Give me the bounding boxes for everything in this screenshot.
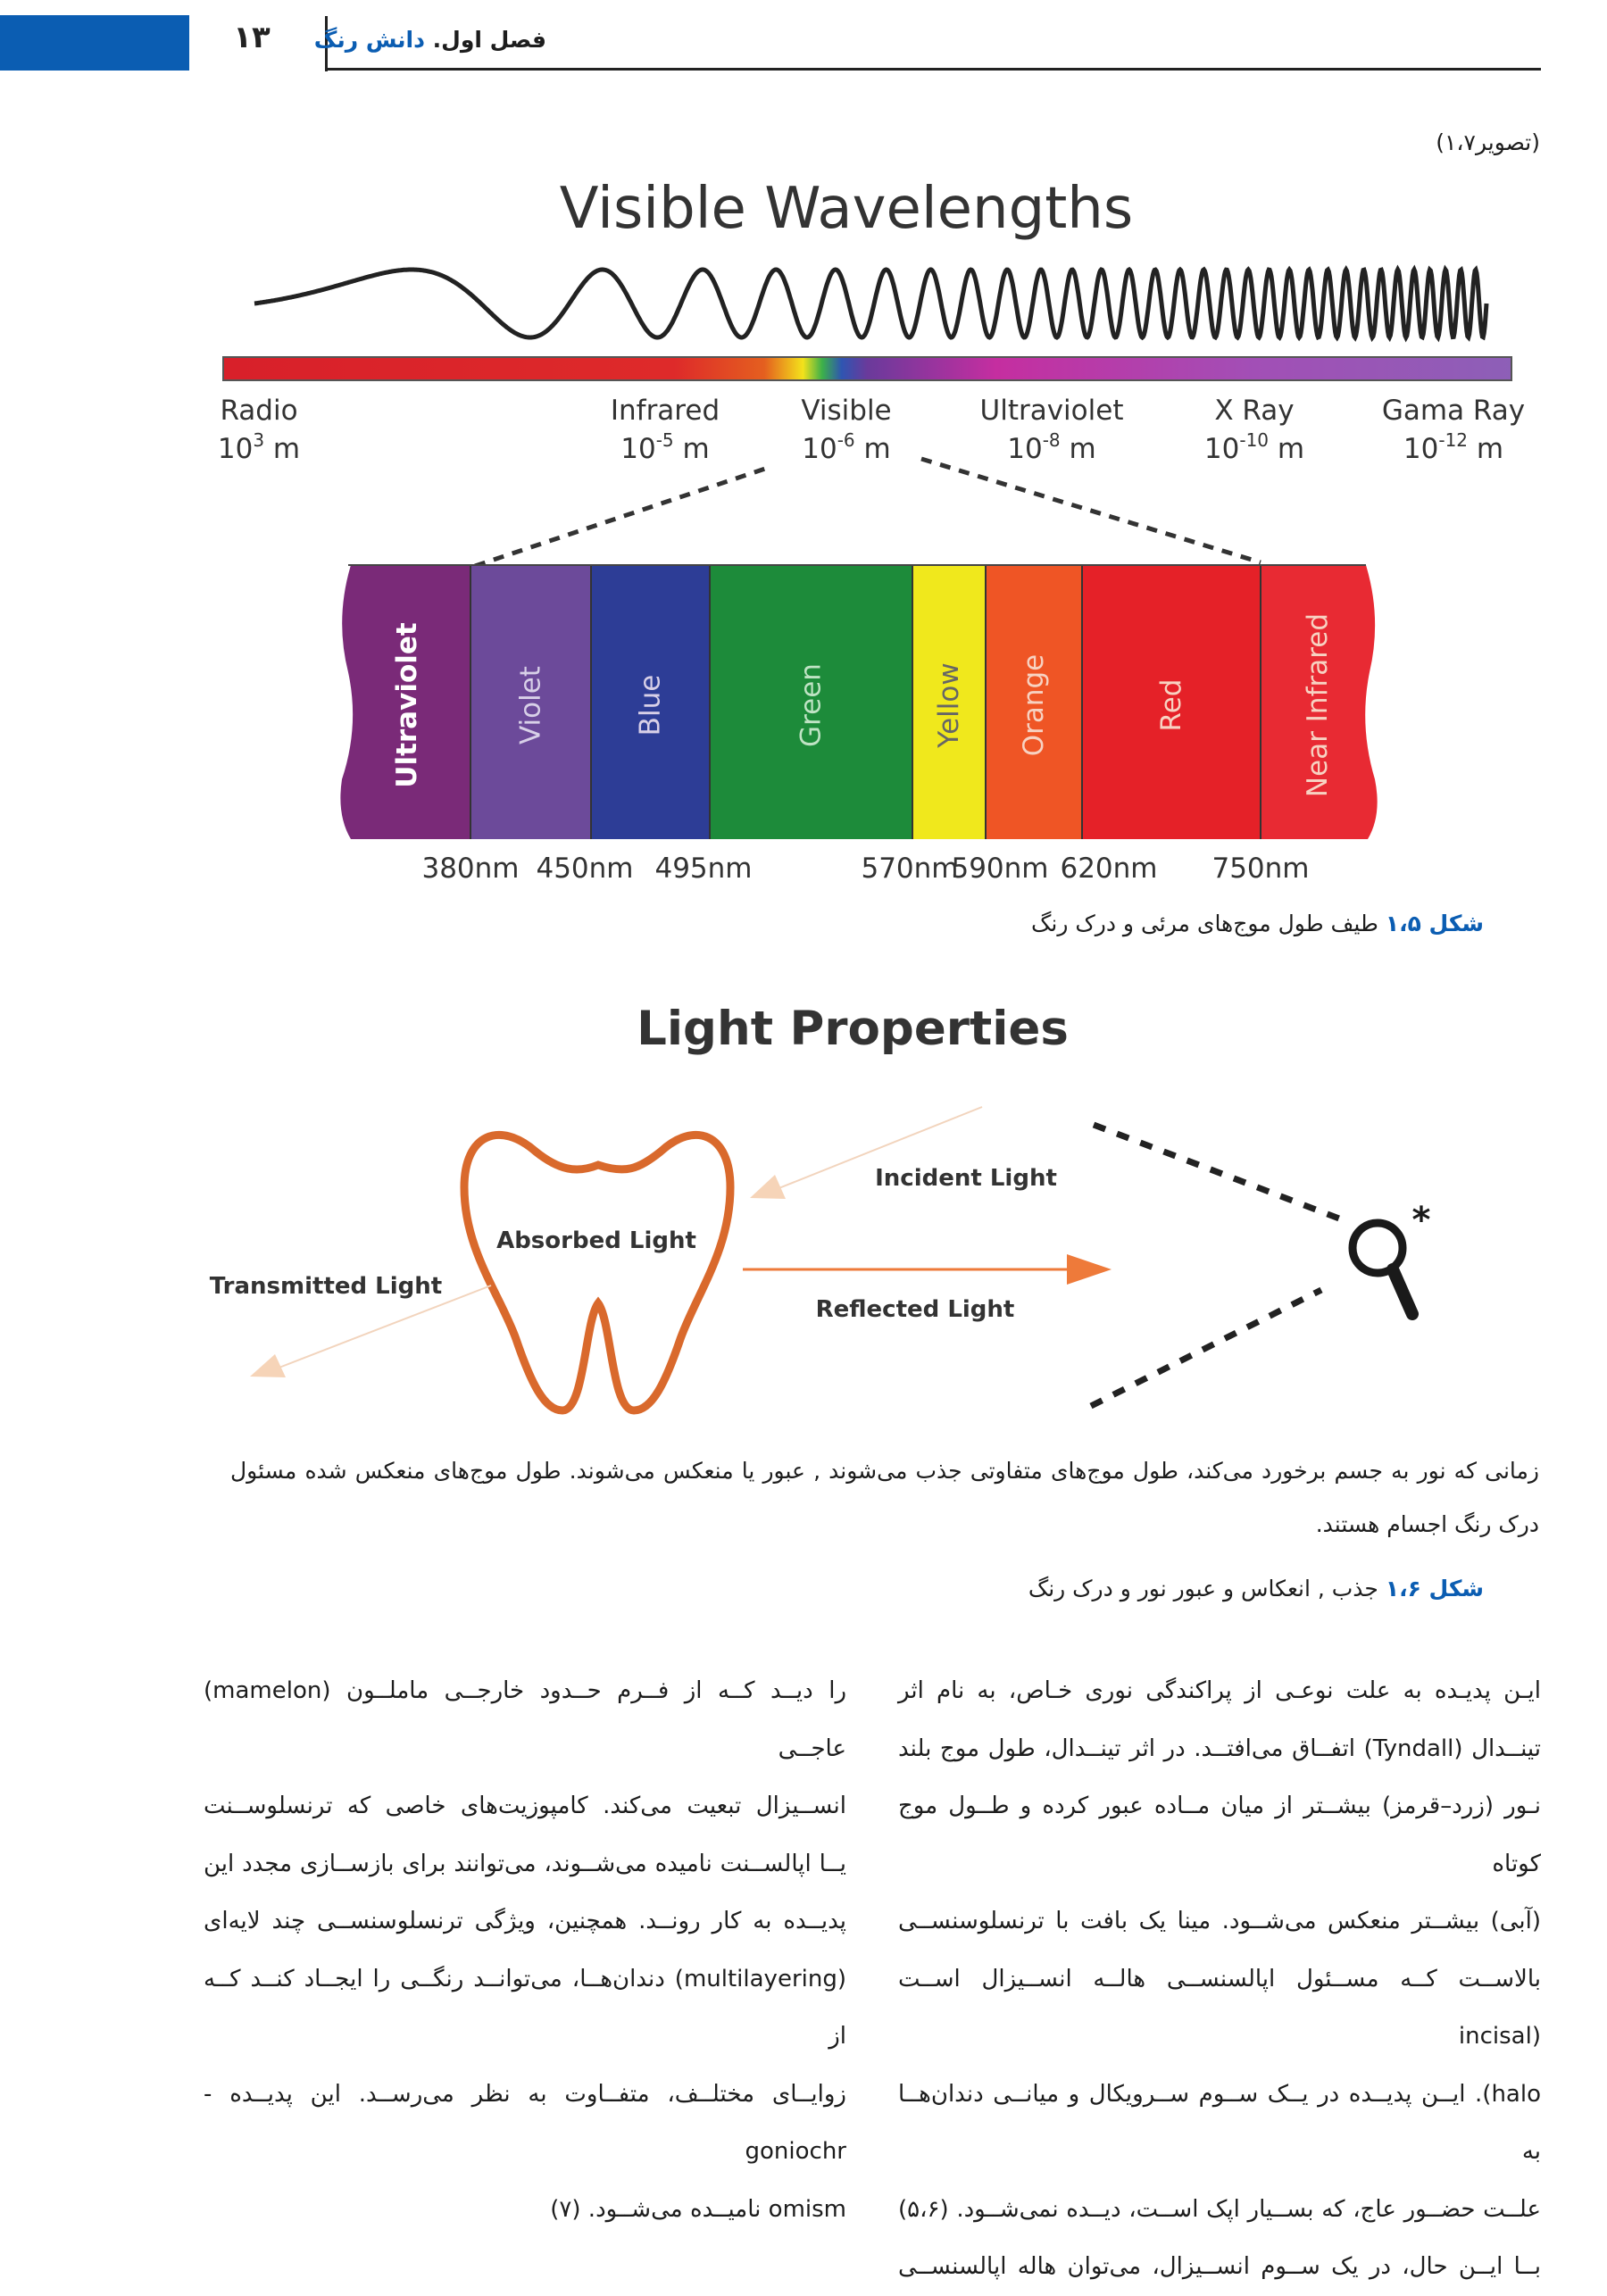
spectrum-label-value: $10^{-12}$ m: [1403, 429, 1504, 465]
observer-line-top: [1094, 1125, 1339, 1219]
zoom-line-left: [475, 468, 768, 566]
incident-light-label: Incident Light: [875, 1165, 1057, 1192]
wavelength-tick-label: 570nm: [861, 853, 959, 885]
text-line: ایـن پدیـده به علت نوعـی از پراکندگی نوری خـاص، به نام اثر: [898, 1677, 1541, 1704]
text-line: یــا اپالســنت نامیده می‌شــوند، می‌توانند برای بازســازی مجدد این: [204, 1850, 846, 1877]
body-column-right: [898, 1662, 1541, 2296]
spectrum-label-name: Infrared: [610, 395, 720, 427]
band-label: Blue: [634, 674, 667, 736]
text-line: انســیزال تبعیت می‌کند. کامپوزیت‌های خاصی که ترنسلوســنت: [204, 1793, 846, 1819]
spectrum-label-name: Ultraviolet: [979, 395, 1124, 427]
transmitted-light-arrowhead: [250, 1354, 286, 1377]
text-line: (آبی) بیشــتر منعکس می‌شــود. مینا یک بافت با ترنسلوسنســی: [898, 1908, 1541, 1934]
spectrum-label-value: $10^3$ m: [217, 429, 301, 465]
caption-label: شکل ۱،۵: [1385, 911, 1484, 936]
image-reference: (تصویر۱،۷): [1436, 129, 1540, 155]
zoom-line-right: [921, 459, 1261, 562]
spectrum-label-name: Gama Ray: [1381, 395, 1526, 427]
visible-bands: [340, 565, 1377, 839]
tooth-outline: [464, 1135, 730, 1410]
band-label: Near Infrared: [1302, 612, 1334, 798]
header-separator: .: [432, 27, 442, 53]
wave-line: [254, 270, 1486, 337]
reflected-light-arrowhead: [1067, 1254, 1112, 1285]
book-title: دانش رنگ: [313, 27, 425, 53]
spectrum-label-value: $10^{-10}$ m: [1203, 429, 1305, 465]
caption-label: شکل ۱،۶: [1385, 1576, 1484, 1601]
wavelength-ticks: [421, 853, 1309, 885]
wavelengths-title: Visible Wavelengths: [559, 176, 1134, 242]
page-number: ۱۳: [233, 20, 271, 55]
reflected-light-label: Reflected Light: [815, 1296, 1015, 1323]
absorbed-light-label: Absorbed Light: [496, 1227, 696, 1254]
text-line: زوایــای مختلــف، متفــاوت به نظر می‌رســد. این پدیــده -goniochr: [204, 2080, 846, 2165]
wavelength-tick-label: 590nm: [951, 853, 1049, 885]
figure-light-properties: [0, 964, 1607, 1428]
chapter-label: فصل اول: [441, 27, 546, 53]
text-line: نـور (زرد–قرمز) بیشــتر از میان مــاده عبور کرده و طــول موج کوتاه: [898, 1793, 1541, 1877]
caption-text: جذب , انعکاس و عبور نور و درک رنگ: [1028, 1576, 1386, 1601]
wavelength-tick-label: 495nm: [654, 853, 753, 885]
spectrum-label-name: Radio: [220, 395, 298, 427]
text-line: پدیــده به کار رونــد. همچنین، ویژگی ترنسلوسنســی چند لایه‌ای: [204, 1908, 846, 1934]
transmitted-light-label: Transmitted Light: [209, 1273, 443, 1300]
wavelength-tick-label: 380nm: [421, 853, 520, 885]
text-line: بــا ایــن حال، در یک ســوم انســیزال، می‌توان هاله اپالسنســی: [898, 2253, 1541, 2280]
text-line: omism نامیــده می‌شــود. (۷): [550, 2195, 846, 2223]
band-label: Ultraviolet: [391, 622, 423, 788]
light-title: Light Properties: [637, 1002, 1069, 1056]
wavelength-tick-label: 450nm: [536, 853, 634, 885]
text-line: را دیــد کــه از فــرم حــدود خارجــی ماملــون (mamelon) عاجــی: [204, 1677, 846, 1762]
wavelength-tick-label: 750nm: [1211, 853, 1310, 885]
body-column-left: [204, 1662, 846, 2238]
observer-star: *: [1411, 1200, 1431, 1241]
spectrum-label-name: Visible: [801, 395, 892, 427]
spectrum-labels: [218, 395, 1525, 465]
figure-visible-wavelengths: [0, 0, 1607, 902]
spectrum-bar: [223, 357, 1511, 380]
magnifier-handle: [1393, 1269, 1412, 1314]
text-line: (multilayering) دندان‌هــا، می‌توانــد رنگــی را ایجــاد کنــد کــه از: [204, 1965, 846, 2050]
band-label: Violet: [514, 666, 547, 745]
figure-caption-1: [1031, 911, 1484, 936]
text-line: halo). ایــن پدیــده در یــک ســوم ســرویکال و میانــی دندان‌هــا به: [898, 2080, 1541, 2165]
observer-line-bottom: [1091, 1290, 1321, 1406]
spectrum-label-value: $10^{-8}$ m: [1007, 429, 1096, 465]
wavelength-tick-label: 620nm: [1060, 853, 1158, 885]
spectrum-label-name: X Ray: [1214, 395, 1295, 427]
text-line: بالاســت کــه مســئول اپالسنســی هالــه انســیزال اســت (incisal: [898, 1965, 1541, 2050]
incident-light-arrowhead: [750, 1175, 786, 1199]
band-label: Green: [795, 663, 828, 747]
text-line: تینــدال (Tyndall) اتفــاق می‌افتــد. در اثر تینــدال، طول موج بلند: [898, 1734, 1541, 1762]
band-label: Yellow: [933, 662, 965, 748]
figure-description: زمانی که نور به جسم برخورد می‌کند، طول موج‌های متفاوتی جذب می‌شوند , عبور یا منعکس می‌شوند. طول موج‌های منعکس شده مسئول درک رنگ اجسام هستند.: [230, 1458, 1539, 1537]
band-label: Orange: [1018, 653, 1050, 757]
spectrum-label-value: $10^{-5}$ m: [620, 429, 710, 465]
caption-text: طیف طول موج‌های مرئی و درک رنگ: [1031, 911, 1386, 936]
spectrum-label-value: $10^{-6}$ m: [802, 429, 891, 465]
figure-caption-2: [1028, 1576, 1484, 1601]
text-line: علــت حضــور عاج، که بســیار اپک اســت، دیــده نمی‌شــود. (۵،۶): [898, 2195, 1541, 2223]
band-label: Red: [1155, 678, 1187, 732]
